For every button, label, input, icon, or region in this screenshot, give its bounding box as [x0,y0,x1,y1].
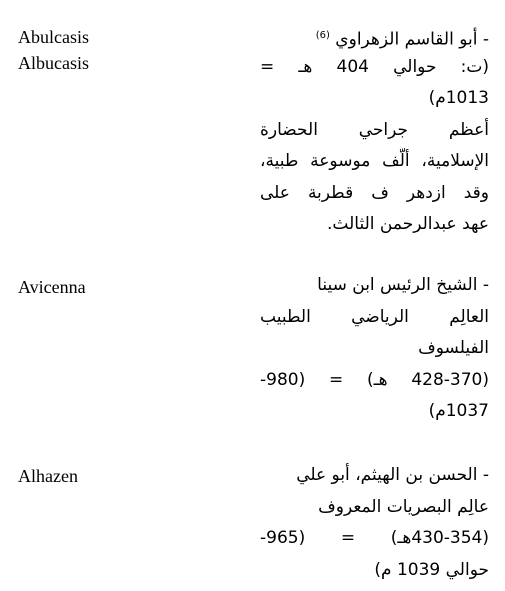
latin-name: Alhazen [18,466,78,486]
arabic-line: الإسلامية، ألّف موسوعة طبية، [260,151,489,171]
latin-name-list [18,463,78,489]
arabic-line: 1013م) [428,88,489,108]
arabic-line: وقد ازدهر ف قطربة على [260,182,489,203]
arabic-line: (ت: حوالي 404 هـ = [260,56,489,77]
arabic-line: - الحسن بن الهيثم، أبو علي [296,465,489,485]
arabic-line: (428-370 هـ) = (980- [260,369,489,390]
footnote-marker: (6) [315,30,330,41]
arabic-line: 1037م) [428,401,489,421]
arabic-line: - الشيخ الرئيس ابن سينا [317,275,489,295]
latin-name: Abulcasis [18,27,89,47]
latin-name-list [18,274,86,300]
arabic-text-block [260,270,489,428]
arabic-text-block [260,20,489,241]
arabic-line: العالِم الرياضي الطبيب [260,306,489,327]
arabic-line: حوالي 1039 م) [374,559,489,580]
arabic-line: عهد عبدالرحمن الثالث. [327,214,489,234]
latin-name: Avicenna [18,277,86,297]
arabic-line: الفيلسوف [418,338,489,358]
arabic-line: (430-354هـ) = (965- [260,528,489,548]
latin-name: Albucasis [18,53,89,73]
latin-name-list [18,24,89,76]
arabic-line-text: - أبو القاسم الزهراوي [335,29,489,50]
arabic-text-block [260,460,489,586]
arabic-line: أعظم جراحي الحضارة [260,119,489,140]
arabic-line: عالِم البصريات المعروف [318,496,489,517]
arabic-line [260,20,489,52]
